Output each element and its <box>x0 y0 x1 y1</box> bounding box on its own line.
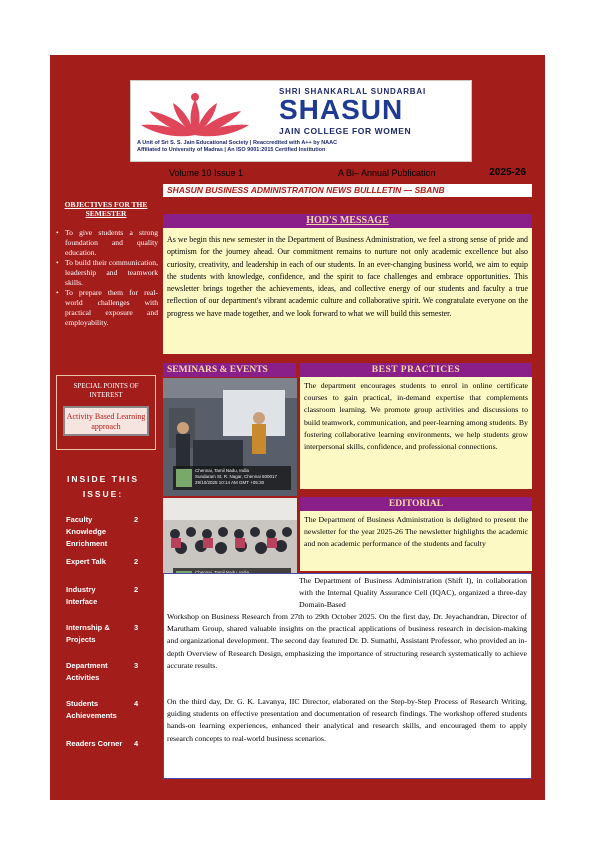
geotag-line: Chennai, Tamil Nadu, India <box>195 468 249 473</box>
special-points-box <box>56 375 156 450</box>
workshop-paragraph-2: On the third day, Dr. G. K. Lavanya, IIC Director, elaborated on the Step-by-Step Process of Research Writing, guiding students on effective presentation and documentation of research findings. The workshop offered students hands-on learning experiences, enhanced their analytical and research skills, and encouraged them to apply research concepts to real-world business scenarios. <box>167 697 527 743</box>
editorial-title: EDITORIAL <box>300 497 532 511</box>
toc-item[interactable] <box>66 556 146 586</box>
map-thumbnail-icon <box>176 469 192 487</box>
header-small-title: SHRI SHANKARLAL SUNDARBAI <box>279 87 426 96</box>
volume-issue: Volume 10 Issue 1 <box>169 168 244 178</box>
lotus-logo-icon <box>139 89 251 141</box>
geotag-overlay <box>173 466 291 490</box>
toc-page: 2 <box>134 585 139 594</box>
toc-page: 3 <box>134 623 139 632</box>
volume-bar <box>165 168 530 182</box>
geotag-line: 29/10/2025 10:14 AM GMT +05:30 <box>195 480 265 485</box>
hod-title: HOD'S MESSAGE <box>306 215 389 226</box>
editorial-text: The Department of Business Administration is delighted to present the newsletter for the year 2025-26 The newsletter highlights the academic and non academic performance of the students and faculty <box>300 511 532 571</box>
college-header <box>130 80 472 162</box>
geotag-line: Sundaram St, R. Nagar, Chennai 600017 <box>195 474 278 479</box>
best-practices-text: The department encourages students to enrol in online certificate courses to gain practical, in-demand expertise that complements classroom learning. We promote group activities and discussions to build teamwork, communication, and peer-learning among students. By fostering collaborative learning environments, we help students grow interpersonal skills, confidence, and professional connections. <box>300 377 532 489</box>
toc-page: 4 <box>134 699 139 708</box>
list-item: • To prepare them for real-world challenges with practical exposure and employability. <box>56 288 158 328</box>
toc-label: Internship & Projects <box>66 623 110 644</box>
publication-frequency: A Bi– Annual Publication <box>338 168 436 178</box>
list-item: • To give students a strong foundation and quality education. <box>56 228 158 258</box>
toc-label: Readers Corner <box>66 739 123 748</box>
bulletin-title: SHASUN BUSINESS ADMINISTRATION NEWS BULLLETIN — SBANB <box>163 184 532 197</box>
hod-message-text: As we begin this new semester in the Department of Business Administration, we feel a strong sense of pride and optimism for the journey ahead. Our commitment remains to nurture not only academic excellence but also curiosity, creativity, and leadership in each of our students. In an ever-changing business world, we aim to equip the students with knowledge, confidence, and the spirit to face challenges and embrace opportunities. This newsletter brings together the achievements, ideas, and collective energy of our students and faculty a true reflection of our department's vibrant academic culture and collaborative spirit. We congratulate everyone on the progress we have made together, and we look forward to what we will build this semester. <box>163 228 532 354</box>
toc-item[interactable] <box>66 514 146 548</box>
list-item: • To build their communication, leadership and teamwork skills. <box>56 258 158 288</box>
toc-page: 2 <box>134 557 139 566</box>
hod-heading-bar <box>163 214 532 228</box>
toc-page: 2 <box>134 515 139 524</box>
objectives-title: OBJECTIVES FOR THE SEMESTER <box>64 200 148 218</box>
toc-page: 3 <box>134 661 139 670</box>
workshop-paragraph-start: The Department of Business Administration (Shift I), in collaboration with the Internal Quality Assurance Cell (IQAC), organized a three-day Domain-Based <box>299 576 527 610</box>
special-points-title: SPECIAL POINTS OF INTEREST <box>73 382 139 399</box>
header-footer <box>137 140 465 154</box>
toc-label: Department Activities <box>66 661 108 682</box>
toc-label: Industry Interface <box>66 585 98 606</box>
toc-item[interactable] <box>66 738 146 768</box>
header-footer-line2: Affiliated to University of Madras | An ISO 9001:2015 Certified Institution <box>137 147 326 153</box>
workshop-article <box>163 573 532 779</box>
toc-item[interactable] <box>66 698 146 728</box>
header-footer-line1: A Unit of Sri S. S. Jain Educational Society | Reaccredited with A++ by NAAC <box>137 140 338 146</box>
best-practices-title: BEST PRACTICES <box>300 363 532 377</box>
objectives-list <box>56 228 158 328</box>
seminar-photo <box>163 378 297 496</box>
workshop-paragraph-rest: Workshop on Business Research from 27th to 29th October 2025. On the first day, Dr. Jeyachandran, Director of Marutham Group, shared valuable insights on the practical applications of business research in decision-making and organizational development. The second day featured Dr. D. Sumathi, Assistant Professor, who provided an in-depth Overview of Research Design, emphasizing the importance of structuring research systematically to achieve accurate results. <box>167 612 527 670</box>
toc-item[interactable] <box>66 660 146 690</box>
toc-label: Expert Talk <box>66 557 106 566</box>
toc-item[interactable] <box>66 622 146 652</box>
toc-label: Students Achievements <box>66 699 117 720</box>
toc-label: Faculty Knowledge Enrichment <box>66 515 108 548</box>
seminars-title: SEMINARS & EVENTS <box>163 363 296 377</box>
toc-item[interactable] <box>66 584 146 614</box>
publication-year: 2025-26 <box>489 167 526 178</box>
header-subtitle: JAIN COLLEGE FOR WOMEN <box>279 126 412 136</box>
activity-learning-button[interactable]: Activity Based Learning approach <box>63 406 149 436</box>
header-big-title: SHASUN <box>279 94 404 125</box>
inside-issue-title: INSIDE THIS ISSUE: <box>66 474 140 499</box>
toc-page: 4 <box>134 739 139 748</box>
